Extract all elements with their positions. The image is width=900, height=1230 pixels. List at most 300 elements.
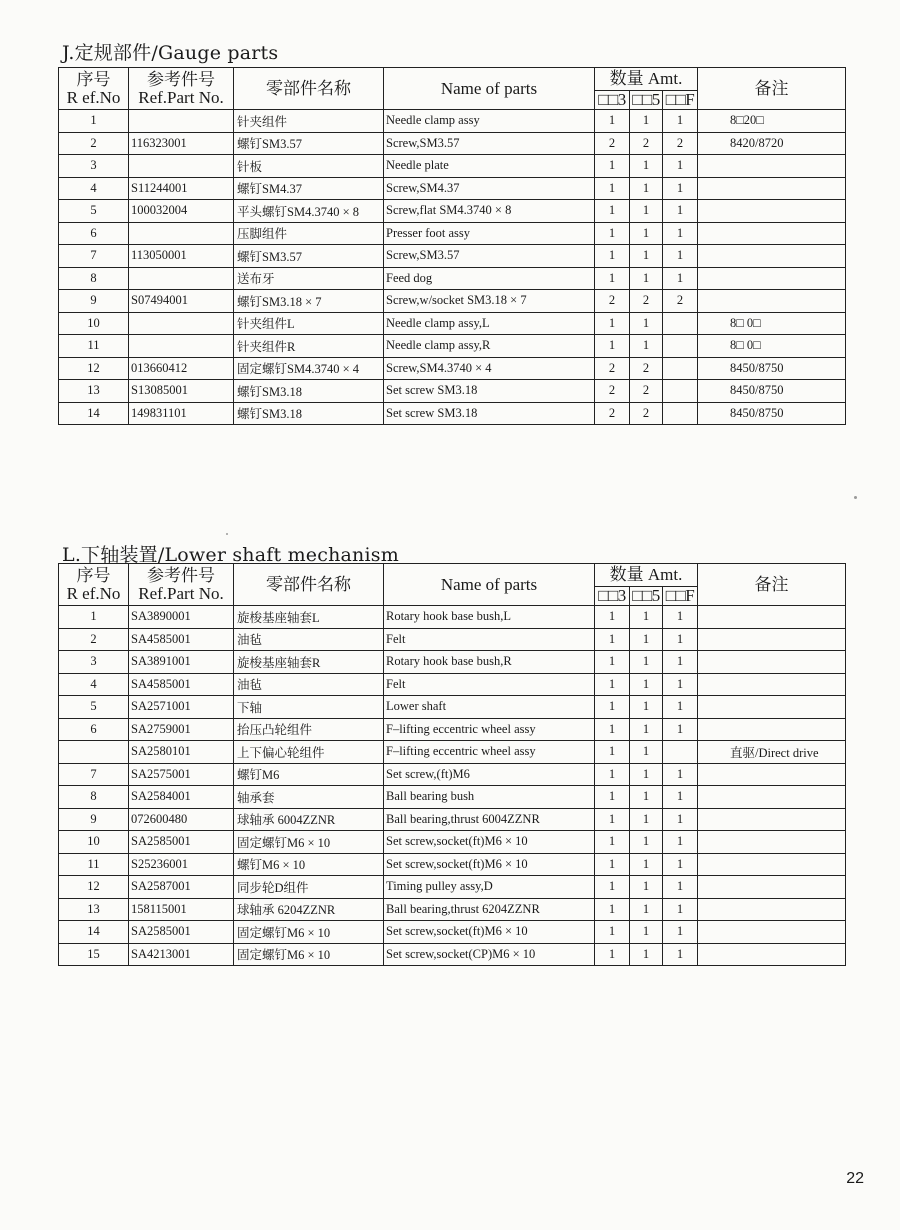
row-qty-1: 1 [595,741,630,764]
header-qty-col-1: □□3 [595,587,630,606]
row-part-name-en: Ball bearing bush [384,786,595,809]
row-part-name-cn: 球轴承 6204ZZNR [234,898,384,921]
row-part-name-cn: 固定螺钉M6 × 10 [234,831,384,854]
row-qty-3: 1 [663,200,698,223]
row-qty-1: 1 [595,898,630,921]
row-part-name-cn: 螺钉SM3.18 [234,380,384,403]
row-remarks [698,786,846,809]
row-part-name-cn: 压脚组件 [234,222,384,245]
row-qty-1: 1 [595,696,630,719]
header-ref-part-en: Ref.Part No. [138,583,224,603]
row-qty-2: 1 [630,673,663,696]
row-qty-1: 1 [595,651,630,674]
row-part-number: SA2759001 [129,718,234,741]
row-qty-3 [663,380,698,403]
row-qty-2: 1 [630,718,663,741]
row-qty-1: 1 [595,763,630,786]
row-qty-1: 1 [595,222,630,245]
header-part-name-en: Name of parts [384,68,595,110]
lower-shaft-table [58,563,846,966]
row-ref-no: 4 [59,177,129,200]
table-row [59,312,846,335]
row-part-name-cn: 固定螺钉SM4.3740 × 4 [234,357,384,380]
row-part-number: SA2584001 [129,786,234,809]
row-qty-1: 1 [595,245,630,268]
row-part-name-cn: 同步轮D组件 [234,876,384,899]
row-part-number: S13085001 [129,380,234,403]
row-qty-2: 1 [630,628,663,651]
row-part-number: 149831101 [129,402,234,425]
row-part-name-cn: 油毡 [234,673,384,696]
row-part-name-en: Needle clamp assy,L [384,312,595,335]
row-ref-no: 1 [59,606,129,629]
row-remarks [698,696,846,719]
row-part-number: SA2585001 [129,921,234,944]
row-part-name-cn: 螺钉SM4.37 [234,177,384,200]
row-part-number: SA2585001 [129,831,234,854]
row-qty-3: 1 [663,696,698,719]
table-row [59,267,846,290]
row-remarks [698,808,846,831]
row-part-name-cn: 螺钉SM3.57 [234,132,384,155]
row-qty-3: 1 [663,808,698,831]
table-row [59,943,846,966]
table-row [59,380,846,403]
row-remarks [698,921,846,944]
row-part-name-cn: 旋梭基座轴套L [234,606,384,629]
table-row [59,290,846,313]
row-ref-no: 4 [59,673,129,696]
row-qty-1: 1 [595,267,630,290]
row-qty-3: 1 [663,651,698,674]
row-part-name-en: Screw,SM3.57 [384,132,595,155]
row-qty-3: 1 [663,876,698,899]
row-part-number: SA4213001 [129,943,234,966]
row-ref-no: 13 [59,898,129,921]
table-row [59,357,846,380]
row-part-name-cn: 螺钉SM3.18 [234,402,384,425]
scan-speck [854,496,857,499]
gauge-parts-table [58,67,846,425]
row-qty-3: 1 [663,155,698,178]
row-part-name-cn: 螺钉M6 × 10 [234,853,384,876]
table-header-row [59,68,846,91]
row-remarks [698,177,846,200]
row-part-name-en: Screw,SM3.57 [384,245,595,268]
row-qty-1: 2 [595,357,630,380]
row-qty-2: 1 [630,853,663,876]
table-row [59,245,846,268]
row-qty-3: 2 [663,290,698,313]
header-part-name-cn: 零部件名称 [234,68,384,110]
table-row [59,876,846,899]
row-qty-1: 1 [595,628,630,651]
header-ref-no-cn: 序号 [76,69,111,89]
row-qty-3: 1 [663,763,698,786]
row-part-number [129,155,234,178]
row-qty-3 [663,312,698,335]
row-qty-2: 1 [630,876,663,899]
table-row [59,628,846,651]
table-row [59,222,846,245]
row-qty-3: 1 [663,245,698,268]
row-qty-1: 1 [595,312,630,335]
header-ref-part-cn: 参考件号 [147,565,215,585]
table-row [59,921,846,944]
table-row [59,741,846,764]
row-part-number: S07494001 [129,290,234,313]
row-qty-2: 1 [630,606,663,629]
row-ref-no: 6 [59,222,129,245]
row-qty-2: 1 [630,335,663,358]
row-part-name-cn: 螺钉SM3.18 × 7 [234,290,384,313]
table-row [59,763,846,786]
row-qty-3: 1 [663,831,698,854]
header-quantity: 数量 Amt. [595,68,698,91]
row-qty-1: 1 [595,853,630,876]
row-part-number: SA2575001 [129,763,234,786]
row-part-name-en: Feed dog [384,267,595,290]
row-ref-no: 10 [59,831,129,854]
table-row [59,606,846,629]
row-remarks [698,718,846,741]
row-qty-3: 1 [663,177,698,200]
row-part-name-cn: 旋梭基座轴套R [234,651,384,674]
row-remarks [698,155,846,178]
row-part-name-cn: 针夹组件 [234,110,384,133]
row-qty-1: 2 [595,380,630,403]
row-ref-no: 15 [59,943,129,966]
row-part-name-en: Timing pulley assy,D [384,876,595,899]
row-qty-3 [663,357,698,380]
row-qty-2: 1 [630,177,663,200]
row-remarks [698,606,846,629]
row-part-number: 158115001 [129,898,234,921]
row-qty-2: 2 [630,357,663,380]
row-qty-1: 2 [595,402,630,425]
page-number: 22 [846,1170,864,1187]
table-row [59,110,846,133]
row-ref-no: 5 [59,200,129,223]
row-part-number [129,267,234,290]
row-part-name-en: Set screw,socket(ft)M6 × 10 [384,831,595,854]
row-qty-1: 1 [595,200,630,223]
row-ref-no [59,741,129,764]
row-part-name-cn: 针夹组件R [234,335,384,358]
header-ref-part-en: Ref.Part No. [138,87,224,107]
header-ref-no-cn: 序号 [76,565,111,585]
row-part-name-en: Set screw,socket(ft)M6 × 10 [384,853,595,876]
row-qty-2: 2 [630,132,663,155]
row-qty-1: 1 [595,177,630,200]
row-remarks [698,831,846,854]
row-ref-no: 1 [59,110,129,133]
row-part-name-en: Set screw SM3.18 [384,402,595,425]
row-part-number: 013660412 [129,357,234,380]
row-qty-2: 1 [630,786,663,809]
row-qty-3: 1 [663,267,698,290]
header-qty-col-2: □□5 [630,91,663,110]
header-quantity: 数量 Amt. [595,564,698,587]
row-remarks [698,898,846,921]
row-qty-3: 1 [663,786,698,809]
row-remarks [698,290,846,313]
row-qty-2: 1 [630,943,663,966]
row-part-name-cn: 上下偏心轮组件 [234,741,384,764]
table-row [59,177,846,200]
row-qty-2: 1 [630,898,663,921]
row-qty-2: 1 [630,155,663,178]
row-qty-3: 1 [663,921,698,944]
row-qty-3: 1 [663,222,698,245]
row-remarks: 8450/8750 [698,380,846,403]
row-part-name-en: Ball bearing,thrust 6204ZZNR [384,898,595,921]
row-qty-1: 1 [595,110,630,133]
row-qty-3: 1 [663,718,698,741]
row-part-name-en: Screw,w/socket SM3.18 × 7 [384,290,595,313]
row-remarks [698,651,846,674]
row-part-name-en: Needle clamp assy,R [384,335,595,358]
row-qty-2: 2 [630,290,663,313]
row-part-name-en: Felt [384,673,595,696]
row-qty-2: 1 [630,267,663,290]
table-row [59,786,846,809]
header-remarks: 备注 [698,564,846,606]
section-title-gauge-parts: J.定规部件/Gauge parts [62,42,279,64]
row-ref-no: 14 [59,402,129,425]
row-ref-no: 7 [59,763,129,786]
table-header-row [59,564,846,587]
row-qty-1: 1 [595,155,630,178]
row-ref-no: 7 [59,245,129,268]
header-qty-col-3: □□F [663,587,698,606]
row-part-number: SA4585001 [129,673,234,696]
row-qty-1: 1 [595,831,630,854]
row-qty-3: 1 [663,628,698,651]
row-ref-no: 12 [59,357,129,380]
row-ref-no: 2 [59,628,129,651]
row-remarks [698,763,846,786]
row-qty-2: 1 [630,222,663,245]
header-qty-col-3: □□F [663,91,698,110]
row-part-name-en: Needle plate [384,155,595,178]
header-ref-no [59,68,129,110]
row-part-name-en: Set screw,socket(ft)M6 × 10 [384,921,595,944]
row-remarks: 8□ 0□ [698,335,846,358]
table-row [59,853,846,876]
header-qty-col-2: □□5 [630,587,663,606]
row-part-name-cn: 送布牙 [234,267,384,290]
row-qty-3: 1 [663,110,698,133]
section-title-lower-shaft: L.下轴装置/Lower shaft mechanism [62,544,399,566]
row-part-name-en: Screw,flat SM4.3740 × 8 [384,200,595,223]
row-qty-1: 1 [595,718,630,741]
row-part-name-cn: 固定螺钉M6 × 10 [234,943,384,966]
table-row [59,335,846,358]
row-part-name-en: Lower shaft [384,696,595,719]
row-part-number: S11244001 [129,177,234,200]
row-qty-1: 1 [595,943,630,966]
row-part-number [129,110,234,133]
row-remarks [698,853,846,876]
row-qty-1: 1 [595,876,630,899]
row-part-name-cn: 轴承套 [234,786,384,809]
table-row [59,718,846,741]
row-part-number: 116323001 [129,132,234,155]
row-remarks [698,200,846,223]
table-row [59,696,846,719]
row-remarks: 8□ 0□ [698,312,846,335]
row-qty-2: 1 [630,696,663,719]
row-qty-1: 1 [595,673,630,696]
row-part-name-en: Set screw,(ft)M6 [384,763,595,786]
row-part-name-en: Needle clamp assy [384,110,595,133]
row-qty-3: 1 [663,943,698,966]
row-qty-2: 1 [630,831,663,854]
table-row [59,673,846,696]
lower-shaft-rows [59,606,846,966]
row-remarks [698,267,846,290]
row-part-name-cn: 平头螺钉SM4.3740 × 8 [234,200,384,223]
row-part-number: SA2571001 [129,696,234,719]
row-qty-3 [663,335,698,358]
row-part-name-cn: 球轴承 6004ZZNR [234,808,384,831]
header-ref-part-cn: 参考件号 [147,69,215,89]
row-qty-2: 2 [630,380,663,403]
row-part-name-cn: 油毡 [234,628,384,651]
row-qty-2: 1 [630,110,663,133]
header-ref-no [59,564,129,606]
row-qty-2: 1 [630,312,663,335]
row-ref-no: 6 [59,718,129,741]
row-part-name-en: Screw,SM4.37 [384,177,595,200]
row-qty-1: 2 [595,290,630,313]
row-part-name-en: F–lifting eccentric wheel assy [384,741,595,764]
row-ref-no: 3 [59,155,129,178]
row-qty-2: 1 [630,741,663,764]
row-ref-no: 9 [59,808,129,831]
row-qty-2: 1 [630,651,663,674]
row-qty-1: 1 [595,335,630,358]
row-part-name-en: Screw,SM4.3740 × 4 [384,357,595,380]
table-row [59,898,846,921]
header-ref-no-en: R ef.No [66,87,121,107]
row-qty-1: 1 [595,606,630,629]
row-part-name-cn: 螺钉M6 [234,763,384,786]
table-row [59,132,846,155]
row-remarks: 8420/8720 [698,132,846,155]
row-part-number [129,222,234,245]
table-row [59,402,846,425]
row-qty-3: 2 [663,132,698,155]
row-qty-2: 1 [630,200,663,223]
header-ref-part [129,564,234,606]
row-remarks: 8□20□ [698,110,846,133]
row-qty-2: 1 [630,808,663,831]
row-qty-3: 1 [663,898,698,921]
gauge-parts-rows [59,110,846,425]
table-row [59,808,846,831]
row-part-name-cn: 抬压凸轮组件 [234,718,384,741]
row-remarks [698,876,846,899]
row-qty-2: 1 [630,763,663,786]
row-ref-no: 8 [59,267,129,290]
row-part-name-en: Presser foot assy [384,222,595,245]
row-qty-3: 1 [663,606,698,629]
header-ref-part [129,68,234,110]
row-qty-3: 1 [663,853,698,876]
row-part-number [129,312,234,335]
row-ref-no: 11 [59,335,129,358]
row-remarks [698,628,846,651]
row-part-number: SA2580101 [129,741,234,764]
row-part-name-cn: 螺钉SM3.57 [234,245,384,268]
row-part-number: 100032004 [129,200,234,223]
table-row [59,651,846,674]
row-qty-1: 1 [595,921,630,944]
row-qty-1: 1 [595,808,630,831]
row-ref-no: 5 [59,696,129,719]
row-qty-3: 1 [663,673,698,696]
row-ref-no: 12 [59,876,129,899]
row-part-name-cn: 下轴 [234,696,384,719]
table-row [59,200,846,223]
row-ref-no: 8 [59,786,129,809]
row-remarks [698,222,846,245]
row-remarks: 8450/8750 [698,402,846,425]
row-remarks [698,943,846,966]
table-row [59,155,846,178]
row-part-number: SA3890001 [129,606,234,629]
row-qty-3 [663,402,698,425]
row-part-number: SA3891001 [129,651,234,674]
row-qty-1: 2 [595,132,630,155]
row-ref-no: 13 [59,380,129,403]
row-part-name-en: Rotary hook base bush,R [384,651,595,674]
row-remarks: 直驱/Direct drive [698,741,846,764]
header-part-name-cn: 零部件名称 [234,564,384,606]
row-part-number: SA2587001 [129,876,234,899]
row-part-number: 113050001 [129,245,234,268]
row-part-name-en: Ball bearing,thrust 6004ZZNR [384,808,595,831]
row-ref-no: 10 [59,312,129,335]
row-qty-3 [663,741,698,764]
row-part-name-en: Set screw,socket(CP)M6 × 10 [384,943,595,966]
row-part-name-en: Set screw SM3.18 [384,380,595,403]
scan-speck [226,533,228,535]
row-part-number: S25236001 [129,853,234,876]
row-qty-2: 1 [630,245,663,268]
row-part-number: SA4585001 [129,628,234,651]
table-row [59,831,846,854]
row-qty-2: 1 [630,921,663,944]
row-ref-no: 9 [59,290,129,313]
row-part-name-en: Rotary hook base bush,L [384,606,595,629]
row-part-name-cn: 针板 [234,155,384,178]
row-remarks [698,673,846,696]
row-remarks [698,245,846,268]
row-part-number: 072600480 [129,808,234,831]
header-part-name-en: Name of parts [384,564,595,606]
row-part-name-cn: 固定螺钉M6 × 10 [234,921,384,944]
row-ref-no: 14 [59,921,129,944]
row-qty-2: 2 [630,402,663,425]
row-ref-no: 11 [59,853,129,876]
row-part-name-en: Felt [384,628,595,651]
row-part-name-en: F–lifting eccentric wheel assy [384,718,595,741]
header-remarks: 备注 [698,68,846,110]
row-qty-1: 1 [595,786,630,809]
